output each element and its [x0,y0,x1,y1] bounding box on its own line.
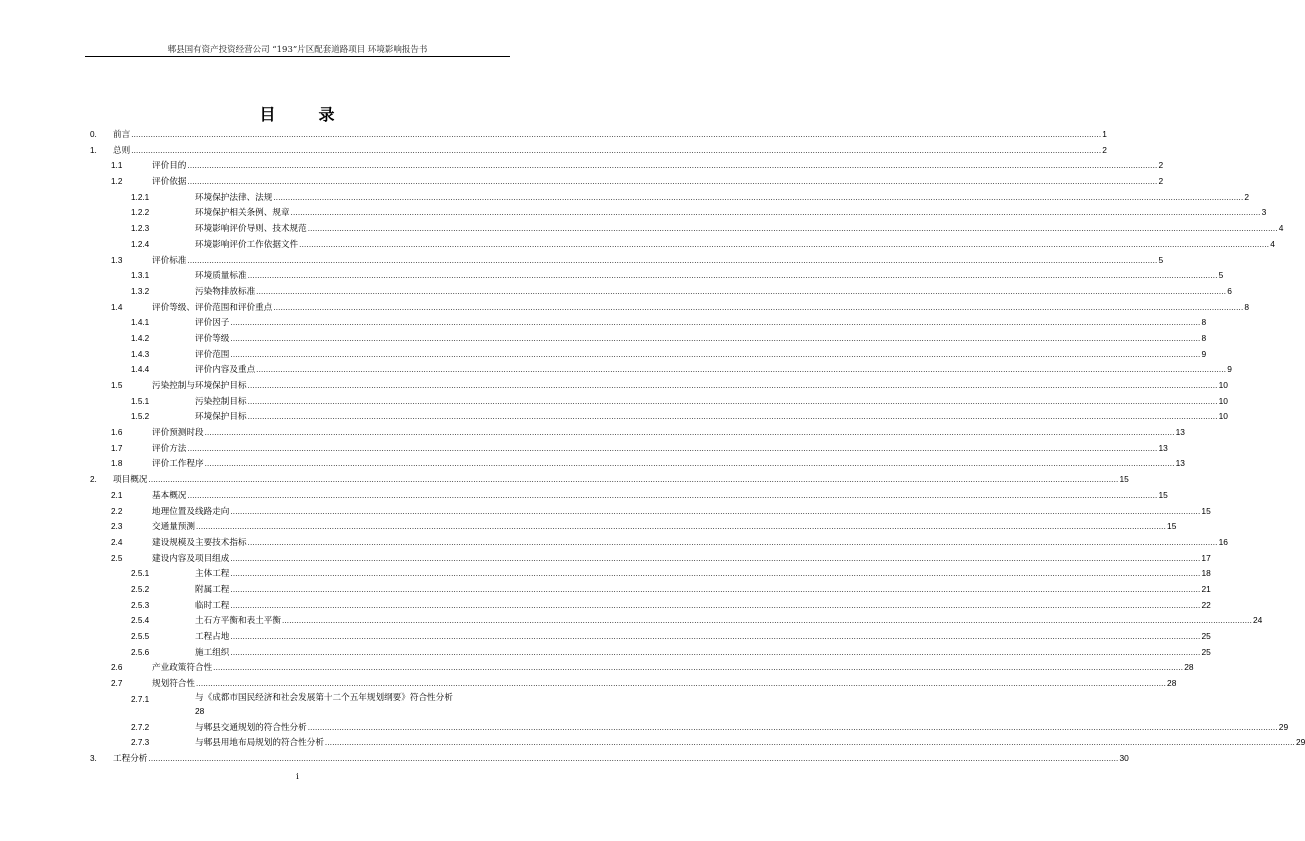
toc-entry[interactable] [90,692,504,720]
toc-entry[interactable] [90,720,1289,736]
toc-entry-number: 1.2.4 [131,239,150,249]
toc-entry-number: 1. [90,145,97,155]
toc-entry[interactable] [90,598,1211,614]
toc-entry-page: 15 [1119,474,1129,485]
toc-leader-dots: ................................................................................................................................................................................................................................................................................................................................................................................................................ [230,648,1201,657]
toc-entry-number: 1.4.2 [131,333,150,343]
toc-entry-number: 2. [90,475,97,485]
toc-leader-dots: ................................................................................................................................................................................................................................................................................................................................................................................................................ [307,225,1278,234]
toc-entry-page: 9 [1201,348,1207,359]
toc-entry-page: 13 [1158,442,1168,453]
toc-leader-dots: ................................................................................................................................................................................................................................................................................................................................................................................................................ [273,303,1244,312]
toc-leader-dots: ................................................................................................................................................................................................................................................................................................................................................................................................................ [187,178,1158,187]
toc-entry-title: 评价因子 [195,318,230,329]
toc-entry-title: 前言 [113,130,131,140]
toc-leader-dots: ................................................................................................................................................................................................................................................................................................................................................................................................................ [324,739,1295,748]
toc-entry-page: 13 [1175,458,1185,469]
toc-entry-title: 评价目的 [152,161,187,172]
toc-entry-title: 环境保护目标 [195,412,247,423]
toc-entry[interactable] [90,205,1267,221]
toc-entry-title: 环境保护法律、法规 [195,192,273,203]
toc-entry-page: 5 [1158,254,1164,265]
toc-leader-dots: ................................................................................................................................................................................................................................................................................................................................................................................................................ [187,162,1158,171]
toc-entry-title: 污染控制目标 [195,396,247,407]
toc-leader-dots: ................................................................................................................................................................................................................................................................................................................................................................................................................ [299,240,1270,249]
toc-entry-title: 污染控制与环境保护目标 [152,381,247,391]
toc-entry-number: 2.7.2 [131,722,150,732]
toc-entry-title: 主体工程 [195,569,230,580]
toc-entry-number: 2.2 [111,506,123,516]
toc-entry-page: 25 [1201,646,1211,657]
toc-entry[interactable] [90,456,1185,472]
toc-entry-title: 评价等级、评价范围和评价重点 [152,302,273,313]
toc-entry-page: 9 [1227,364,1232,375]
toc-entry-title: 临时工程 [195,600,230,611]
toc-entry-page: 5 [1218,270,1224,281]
toc-entry-page: 2 [1158,176,1164,187]
toc-entry-number: 1.3.2 [131,286,150,296]
toc-leader-dots: ................................................................................................................................................................................................................................................................................................................................................................................................................ [290,209,1261,218]
toc-entry[interactable] [90,190,1250,206]
toc-entry-page: 13 [1175,427,1185,438]
toc-entry-title: 地理位置及线路走向 [152,506,230,517]
toc-entry-title: 评价标准 [152,255,187,266]
toc-entry[interactable] [90,394,1228,410]
toc-leader-dots: ................................................................................................................................................................................................................................................................................................................................................................................................................ [230,570,1201,579]
toc-entry-page: 21 [1201,583,1211,594]
toc-entry-page: 4 [1270,238,1275,249]
toc-entry-title: 建设内容及项目组成 [152,553,230,564]
toc-entry-title: 评价范围 [195,349,230,360]
toc-leader-dots: ................................................................................................................................................................................................................................................................................................................................................................................................................ [230,350,1201,359]
table-of-contents [90,127,1305,767]
toc-leader-dots: ................................................................................................................................................................................................................................................................................................................................................................................................................ [247,272,1218,281]
toc-entry-number: 2.7 [111,679,123,689]
toc-entry[interactable] [90,441,1168,457]
toc-leader-dots: ................................................................................................................................................................................................................................................................................................................................................................................................................ [273,193,1244,202]
toc-entry-number: 2.4 [111,537,123,547]
toc-entry[interactable] [90,315,1207,331]
toc-entry-number: 2.5.3 [131,600,150,610]
toc-entry-page: 28 [195,705,205,716]
toc-entry[interactable] [90,488,1168,504]
toc-entry[interactable] [90,347,1207,363]
toc-leader-dots: ................................................................................................................................................................................................................................................................................................................................................................................................................ [187,491,1158,500]
toc-entry-number: 1.2.2 [131,208,150,218]
toc-entry[interactable] [90,268,1224,284]
toc-entry-title: 评价预测时段 [152,428,204,439]
toc-entry-number: 1.2.3 [131,224,150,234]
toc-entry-number: 1.3 [111,255,123,265]
toc-entry-number: 2.5.5 [131,632,150,641]
toc-entry-title: 环境影响评价工作依据文件 [195,239,299,250]
toc-entry[interactable] [90,362,1232,378]
toc-leader-dots: ................................................................................................................................................................................................................................................................................................................................................................................................................ [256,287,1227,296]
toc-entry-number: 1.5.2 [131,412,150,422]
toc-leader-dots: ................................................................................................................................................................................................................................................................................................................................................................................................................ [230,633,1201,641]
toc-entry-page: 16 [1218,536,1228,547]
toc-entry-page: 25 [1201,631,1211,641]
toc-entry-title: 工程占地 [195,632,230,642]
toc-entry-title: 评价依据 [152,177,187,188]
toc-entry-page: 10 [1218,395,1228,406]
toc-leader-dots: ................................................................................................................................................................................................................................................................................................................................................................................................................ [195,680,1167,689]
toc-entry-title: 工程分析 [113,754,148,765]
toc-leader-dots: ................................................................................................................................................................................................................................................................................................................................................................................................................ [148,755,1119,764]
toc-entry-page: 8 [1201,317,1207,328]
toc-entry[interactable] [90,158,1164,174]
toc-leader-dots: ................................................................................................................................................................................................................................................................................................................................................................................................................ [204,460,1175,469]
toc-entry-number: 2.5.2 [131,584,150,594]
toc-entry-number: 2.1 [111,490,123,500]
toc-entry[interactable] [90,751,1129,767]
toc-entry-page: 3 [1261,207,1267,218]
toc-title-char-2: 录 [318,105,336,124]
toc-leader-dots: ................................................................................................................................................................................................................................................................................................................................................................................................................ [230,554,1201,563]
toc-entry-title: 环境质量标准 [195,271,247,282]
toc-entry-number: 1.6 [111,428,123,438]
toc-entry-number: 2.5.1 [131,569,150,579]
toc-leader-dots: ................................................................................................................................................................................................................................................................................................................................................................................................................ [247,382,1218,390]
toc-entry-page: 8 [1244,301,1250,312]
toc-entry-title: 环境影响评价导则、技术规范 [195,224,307,235]
toc-entry-page: 15 [1158,489,1168,500]
toc-entry[interactable] [90,472,1129,488]
toc-title-char-1: 目 [259,105,277,124]
toc-entry[interactable] [90,613,1263,629]
toc-entry[interactable] [90,127,1107,143]
toc-entry-page: 15 [1201,505,1211,516]
toc-leader-dots: ................................................................................................................................................................................................................................................................................................................................................................................................................ [204,429,1175,438]
toc-entry-number: 1.5 [111,381,123,390]
toc-entry-page: 6 [1227,285,1232,296]
toc-entry-title: 评价内容及重点 [195,365,256,376]
toc-entry-title: 施工组织 [195,647,230,658]
toc-entry-title: 项目概况 [113,475,148,486]
toc-entry-number: 1.4.1 [131,318,150,328]
toc-entry-number: 1.2.1 [131,192,150,202]
toc-entry[interactable] [90,331,1207,347]
toc-entry-number: 2.5.4 [131,616,150,626]
toc-entry-title: 土石方平衡和表土平衡 [195,616,281,627]
toc-leader-dots: ................................................................................................................................................................................................................................................................................................................................................................................................................ [230,601,1201,610]
toc-entry-title: 评价方法 [152,443,187,454]
header-rule [85,56,510,57]
toc-entry-title: 附属工程 [195,584,230,595]
toc-entry-number: 1.4 [111,302,123,312]
toc-entry-number: 1.2 [111,177,123,187]
toc-entry-page: 28 [1167,678,1177,689]
toc-entry[interactable] [90,660,1194,676]
toc-entry-number: 2.6 [111,663,123,673]
running-header: 郫县国有资产投资经营公司 “193”片区配套道路项目 环境影响报告书 [167,45,428,55]
toc-entry-page: 30 [1119,753,1129,764]
toc-entry-title: 规划符合性 [152,679,195,690]
toc-entry[interactable] [90,551,1211,567]
toc-entry-title: 产业政策符合性 [152,663,213,674]
toc-entry-page: 18 [1201,568,1211,579]
toc-leader-dots: ................................................................................................................................................................................................................................................................................................................................................................................................................ [187,256,1158,265]
toc-entry-title: 评价等级 [195,333,230,344]
toc-entry-title: 基本概况 [152,490,187,501]
toc-entry[interactable] [90,143,1107,159]
toc-entry-title: 建设规模及主要技术指标 [152,537,247,548]
toc-entry-number: 2.5.6 [131,647,150,657]
toc-entry-page: 2 [1158,160,1164,171]
toc-leader-dots: ................................................................................................................................................................................................................................................................................................................................................................................................................ [230,585,1201,594]
toc-entry[interactable] [90,174,1164,190]
toc-leader-dots: ................................................................................................................................................................................................................................................................................................................................................................................................................ [256,366,1227,375]
toc-entry-number: 2.3 [111,522,123,532]
toc-entry[interactable] [90,378,1228,394]
toc-entry-number: 1.3.1 [131,271,150,281]
toc-leader-dots: ................................................................................................................................................................................................................................................................................................................................................................................................................ [187,444,1158,453]
toc-entry-number: 1.4.3 [131,349,150,359]
toc-entry-number: 1.7 [111,443,123,453]
toc-entry[interactable] [90,519,1177,535]
toc-leader-dots: ................................................................................................................................................................................................................................................................................................................................................................................................................ [281,617,1252,626]
toc-leader-dots: ................................................................................................................................................................................................................................................................................................................................................................................................................ [131,131,1102,139]
toc-entry-number: 3. [90,754,97,764]
toc-entry[interactable] [90,237,1275,253]
toc-leader-dots: ................................................................................................................................................................................................................................................................................................................................................................................................................ [131,146,1102,155]
toc-entry-page: 4 [1278,223,1284,234]
toc-entry-title: 环境保护相关条例、规章 [195,208,290,219]
toc-entry-page: 10 [1218,380,1228,390]
toc-entry-page: 28 [1184,662,1194,673]
toc-entry-number: 1.1 [111,161,123,171]
toc-entry-title: 与郫县用地布局规划的符合性分析 [195,738,324,749]
toc-entry-page: 15 [1167,521,1177,532]
toc-leader-dots: ................................................................................................................................................................................................................................................................................................................................................................................................................ [213,664,1184,673]
toc-leader-dots: ................................................................................................................................................................................................................................................................................................................................................................................................................ [247,538,1218,547]
toc-entry-title: 污染物排放标准 [195,286,256,297]
toc-entry-title: 总则 [113,145,131,156]
toc-entry-number: 0. [90,130,97,139]
toc-entry[interactable] [90,221,1284,237]
toc-entry-page: 29 [1295,737,1305,748]
toc-entry[interactable] [90,300,1250,316]
toc-entry[interactable] [90,582,1211,598]
toc-entry-number: 1.5.1 [131,396,150,406]
toc-entry[interactable] [90,629,1211,645]
toc-entry-title: 与《成都市国民经济和社会发展第十二个五年规划纲要》符合性分析 [195,692,453,703]
toc-entry[interactable] [90,676,1177,692]
toc-entry-title: 与郫县交通规划的符合性分析 [195,722,307,733]
toc-entry-page: 17 [1201,552,1211,563]
toc-entry-title: 交通量预测 [152,522,195,533]
toc-entry[interactable] [90,535,1228,551]
toc-entry-title: 评价工作程序 [152,459,204,470]
toc-entry[interactable] [90,735,1305,751]
toc-entry-number: 1.8 [111,459,123,469]
toc-title [0,102,595,125]
toc-entry[interactable] [90,409,1228,425]
toc-entry[interactable] [90,284,1232,300]
toc-leader-dots: ................................................................................................................................................................................................................................................................................................................................................................................................................ [148,476,1119,485]
toc-entry[interactable] [90,566,1211,582]
toc-entry-page: 22 [1201,599,1211,610]
toc-leader-dots: ................................................................................................................................................................................................................................................................................................................................................................................................................ [307,723,1278,732]
toc-entry-number: 2.7.3 [131,738,150,748]
toc-entry[interactable] [90,645,1211,661]
toc-leader-dots: ................................................................................................................................................................................................................................................................................................................................................................................................................ [247,413,1218,422]
toc-leader-dots: ................................................................................................................................................................................................................................................................................................................................................................................................................ [195,523,1167,532]
toc-entry-page: 10 [1218,411,1228,422]
toc-entry-page: 29 [1278,721,1289,732]
toc-entry-page: 1 [1102,129,1107,139]
toc-entry[interactable] [90,504,1211,520]
toc-leader-dots: ................................................................................................................................................................................................................................................................................................................................................................................................................ [230,319,1201,328]
toc-entry-page: 2 [1244,191,1250,202]
page-number: i [296,772,299,782]
toc-leader-dots: ................................................................................................................................................................................................................................................................................................................................................................................................................ [247,397,1218,406]
toc-leader-dots: ................................................................................................................................................................................................................................................................................................................................................................................................................ [230,507,1201,516]
toc-entry-number: 1.4.4 [131,365,150,375]
toc-entry-page: 24 [1253,615,1263,626]
toc-entry[interactable] [90,425,1185,441]
toc-entry-page: 2 [1102,144,1107,155]
toc-entry-page: 8 [1201,332,1207,343]
toc-entry[interactable] [90,253,1164,269]
toc-entry-number: 2.5 [111,553,123,563]
toc-entry-number: 2.7.1 [131,694,150,704]
toc-leader-dots: ................................................................................................................................................................................................................................................................................................................................................................................................................ [230,334,1201,343]
